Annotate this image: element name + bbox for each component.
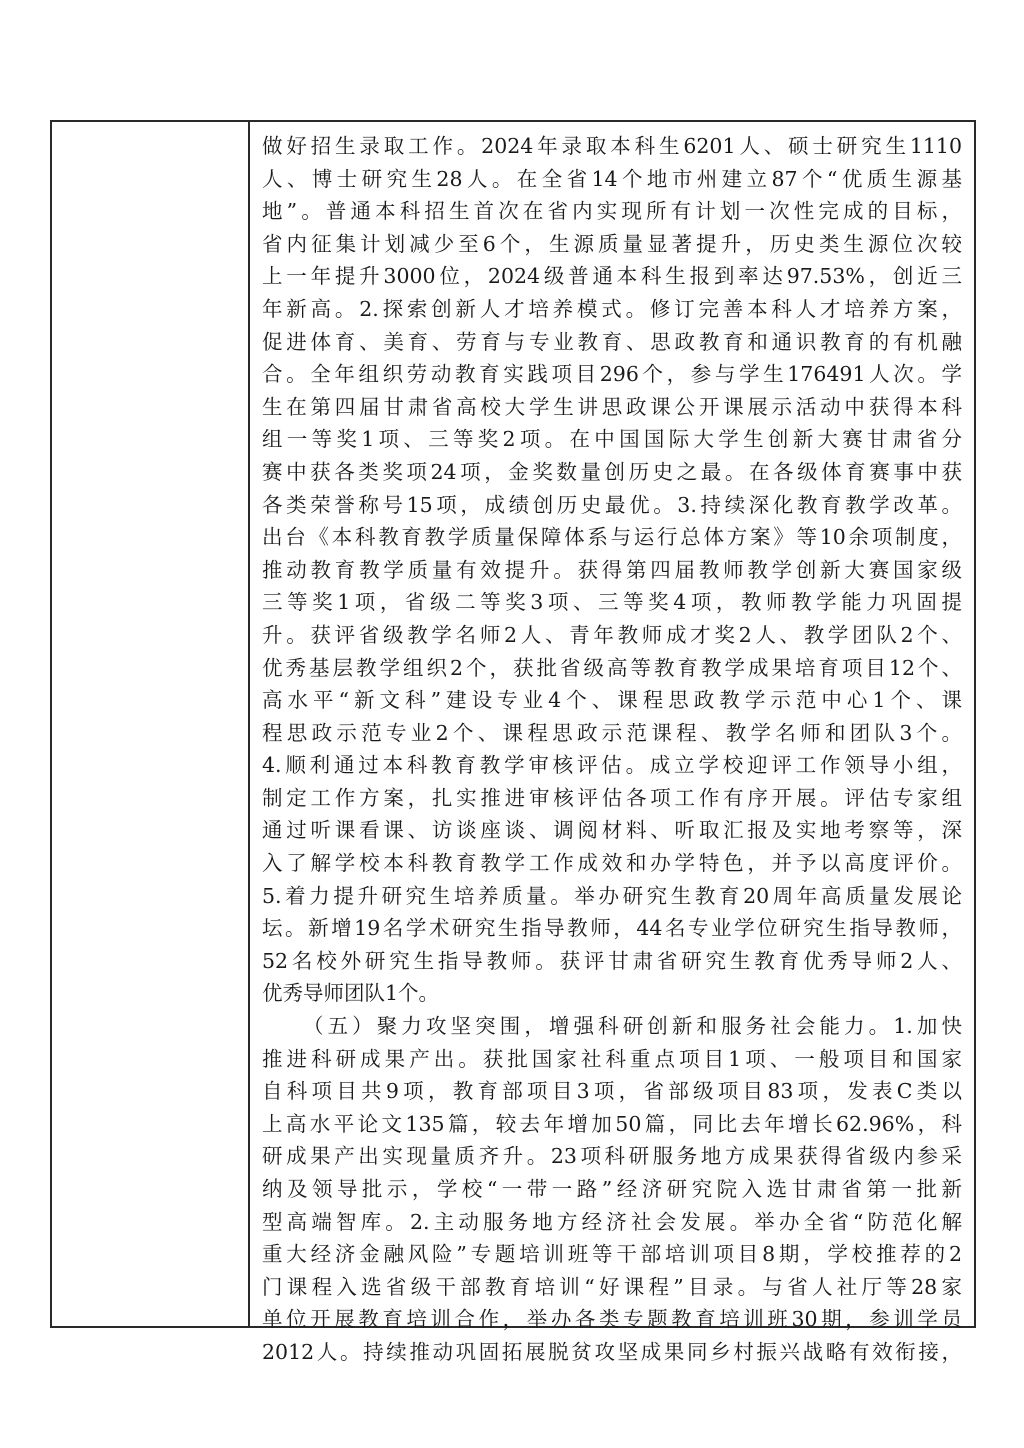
- text-line: 促进体育、美育、劳育与专业教育、思政教育和通识教育的有机融: [262, 329, 962, 354]
- text-line: 纳及领导批示，学校“一带一路”经济研究院入选甘肃省第一批新: [262, 1177, 962, 1201]
- text-line: 5.着力提升研究生培养质量。举办研究生教育20周年高质量发展论: [262, 883, 962, 908]
- text-line: 推动教育教学质量有效提升。获得第四届教师教学创新大赛国家级: [262, 557, 962, 582]
- text-line: 出台《本科教育教学质量保障体系与运行总体方案》等10余项制度，: [262, 525, 962, 550]
- text-line: 省内征集计划减少至6个，生源质量显著提升，历史类生源位次较: [262, 231, 962, 256]
- text-line: 4.顺利通过本科教育教学审核评估。成立学校迎评工作领导小组，: [262, 753, 962, 778]
- text-line: 自科项目共9项，教育部项目3项，省部级项目83项，发表C类以: [262, 1079, 962, 1104]
- text-line: 人、博士研究生28人。在全省14个地市州建立87个“优质生源基: [262, 166, 962, 191]
- text-line: 高水平“新文科”建设专业4个、课程思政教学示范中心1个、课: [262, 688, 962, 713]
- content-table: [50, 120, 976, 1364]
- text-line: 入了解学校本科教育教学工作成效和办学特色，并予以高度评价。: [262, 851, 962, 876]
- text-line: 地”。普通本科招生首次在省内实现所有计划一次性完成的目标，: [262, 199, 962, 224]
- text-line: 生在第四届甘肃省高校大学生讲思政课公开课展示活动中获得本科: [262, 394, 962, 419]
- text-line: 三等奖1项，省级二等奖3项、三等奖4项，教师教学能力巩固提: [262, 590, 962, 615]
- text-line: 组一等奖1项、三等奖2项。在中国国际大学生创新大赛甘肃省分: [262, 427, 962, 452]
- left-cell: [52, 122, 250, 1326]
- text-line: 年新高。2.探索创新人才培养模式。修订完善本科人才培养方案，: [262, 296, 962, 321]
- text-line: 各类荣誉称号15项，成绩创历史最优。3.持续深化教育教学改革。: [262, 492, 962, 517]
- text-line: 赛中获各类奖项24项，金奖数量创历史之最。在各级体育赛事中获: [262, 459, 962, 484]
- text-line: 上一年提升3000位，2024级普通本科生报到率达97.53%，创近三: [262, 264, 962, 289]
- text-line: 程思政示范专业2个、课程思政示范课程、教学名师和团队3个。: [262, 720, 962, 745]
- right-cell: [250, 122, 974, 1364]
- text-line: 通过听课看课、访谈座谈、调阅材料、听取汇报及实地考察等，深: [262, 818, 962, 843]
- text-line: 型高端智库。2.主动服务地方经济社会发展。举办全省“防范化解: [262, 1209, 962, 1234]
- text-line: 2012人。持续推动巩固拓展脱贫攻坚成果同乡村振兴战略有效衔接，: [262, 1339, 962, 1364]
- text-line: 优秀导师团队1个。: [262, 981, 440, 1006]
- text-line: 单位开展教育培训合作，举办各类专题教育培训班30期，参训学员: [262, 1307, 962, 1332]
- text-line: 重大经济金融风险”专题培训班等干部培训项目8期，学校推荐的2: [262, 1242, 962, 1267]
- text-line: 优秀基层教学组织2个，获批省级高等教育教学成果培育项目12个、: [262, 655, 962, 680]
- text-line: 制定工作方案，扎实推进审核评估各项工作有序开展。评估专家组: [262, 785, 962, 810]
- text-line: 研成果产出实现量质齐升。23项科研服务地方成果获得省级内参采: [262, 1144, 962, 1169]
- text-line: 升。获评省级教学名师2人、青年教师成才奖2人、教学团队2个、: [262, 622, 962, 647]
- text-line: 做好招生录取工作。2024年录取本科生6201人、硕士研究生1110: [262, 134, 962, 158]
- text-line: 上高水平论文135篇，较去年增加50篇，同比去年增长62.96%，科: [262, 1111, 962, 1136]
- text-line: 门课程入选省级干部教育培训“好课程”目录。与省人社厅等28家: [262, 1274, 962, 1299]
- text-line: 推进科研成果产出。获批国家社科重点项目1项、一般项目和国家: [262, 1046, 962, 1071]
- text-line: 合。全年组织劳动教育实践项目296个，参与学生176491人次。学: [262, 362, 962, 387]
- text-line: 52名校外研究生指导教师。获评甘肃省研究生教育优秀导师2人、: [262, 948, 962, 973]
- text-line: 坛。新增19名学术研究生指导教师，44名专业学位研究生指导教师，: [262, 916, 962, 941]
- section-heading-line: （五）聚力攻坚突围，增强科研创新和服务社会能力。1.加快: [303, 1014, 962, 1039]
